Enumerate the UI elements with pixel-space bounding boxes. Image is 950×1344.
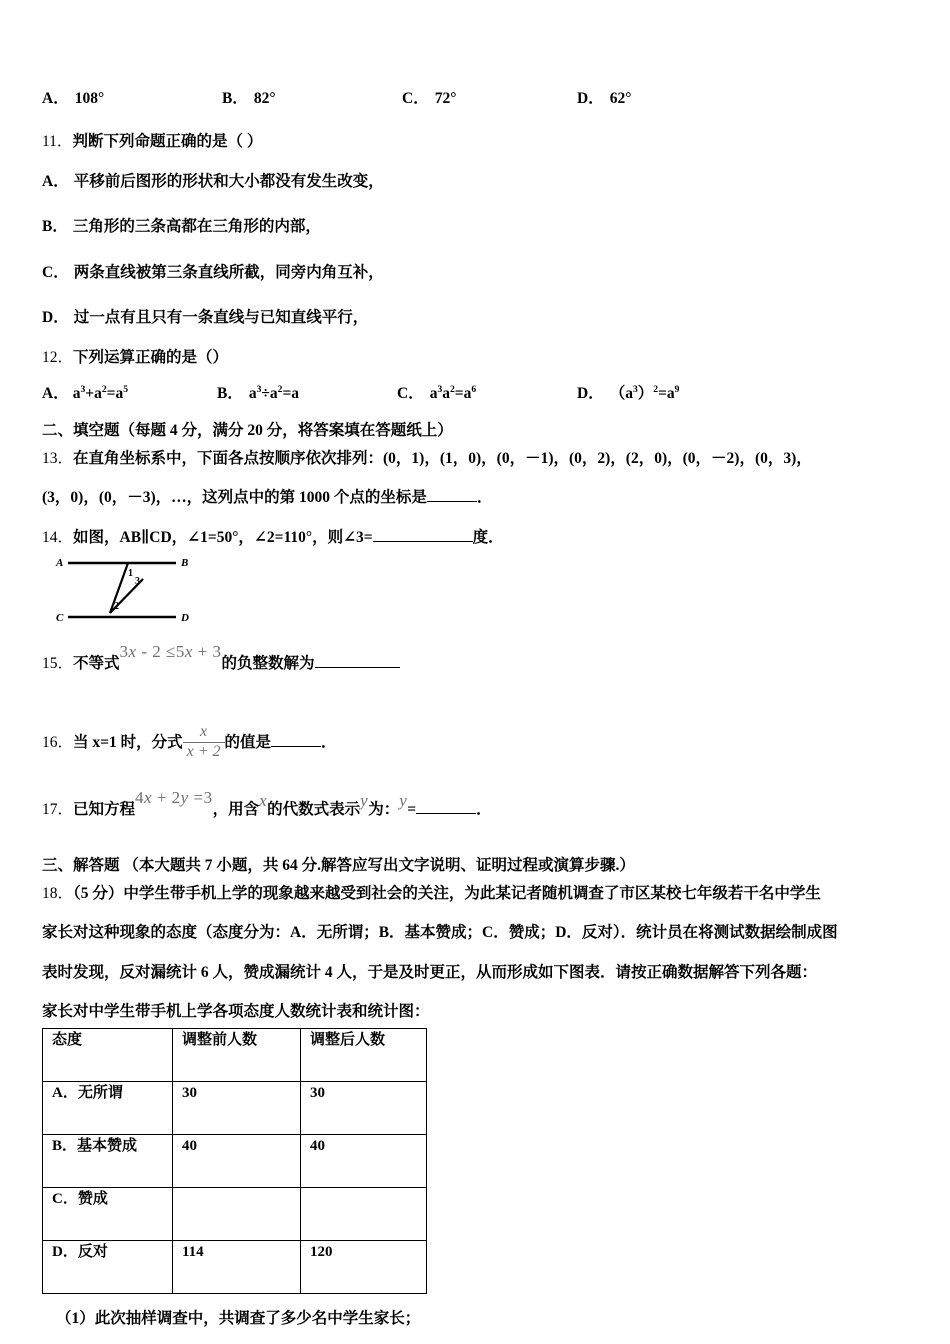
q17-row bbox=[42, 788, 910, 834]
q12-option-a-label: A． bbox=[42, 385, 69, 402]
q10-option-c[interactable] bbox=[402, 86, 456, 108]
table-cell-before-b: 40 bbox=[173, 1134, 301, 1187]
q10-option-b[interactable] bbox=[222, 86, 276, 108]
table-cell-before-d: 114 bbox=[173, 1240, 301, 1293]
q17-text-d: 为： bbox=[368, 801, 400, 818]
table-header-after: 调整后人数 bbox=[301, 1028, 427, 1081]
table-cell-before-a: 30 bbox=[173, 1081, 301, 1134]
q12-option-c-expr: $a^3a^2=a^6$ bbox=[429, 383, 477, 402]
q17-equals: = bbox=[407, 801, 417, 818]
q12-option-d-expr: $(a^3)^2=a^9$ bbox=[609, 383, 680, 402]
q11-option-b-text: 三角形的三条高都在三角形的内部， bbox=[72, 218, 321, 235]
q13-line2-period: ． bbox=[476, 489, 493, 506]
table-cell-attitude-b: B．基本赞成 bbox=[43, 1134, 173, 1187]
q12-option-b-label: B． bbox=[217, 385, 243, 402]
table-cell-attitude-a: A．无所谓 bbox=[43, 1081, 173, 1134]
table-cell-before-c[interactable] bbox=[173, 1187, 301, 1240]
q18-para-line1: 中学生带手机上学的现象越来越受到社会的关注，为此某记者随机调查了市区某校七年级若干名中学生 bbox=[123, 884, 821, 902]
q17-answer-blank[interactable] bbox=[416, 813, 476, 814]
table-row bbox=[43, 1134, 427, 1187]
q14-text: 如图，AB∥CD，∠1=50°，∠2=110°，则∠3= bbox=[73, 528, 373, 546]
q16-fraction-denominator: x + 2 bbox=[186, 742, 221, 760]
table-row bbox=[43, 1081, 427, 1134]
q11-stem: 判断下列命题正确的是（ ） bbox=[72, 133, 263, 150]
q14-answer-blank[interactable] bbox=[373, 541, 473, 542]
table-cell-after-a: 30 bbox=[301, 1081, 427, 1134]
q17-number: 17． bbox=[42, 801, 74, 818]
q12-option-c[interactable] bbox=[397, 381, 476, 403]
q13-number: 13． bbox=[42, 449, 74, 467]
q11-option-b-label: B． bbox=[42, 218, 68, 235]
q11-option-d-label: D． bbox=[42, 309, 69, 326]
q13-line1: 在直角坐标系中，下面各点按顺序依次排列：(0，1)，(1，0)，(0，－1)，(0，2)，(2，0)，(0，－2)，(0，3)， bbox=[73, 449, 812, 467]
q14-figure bbox=[48, 551, 910, 634]
q14-stem-row bbox=[42, 530, 910, 546]
figure-angle-2: 2 bbox=[114, 601, 119, 612]
table-cell-after-b: 40 bbox=[301, 1134, 427, 1187]
table-cell-attitude-c: C．赞成 bbox=[43, 1187, 173, 1240]
q17-text-f: ． bbox=[476, 801, 492, 818]
attitude-statistics-table bbox=[42, 1028, 427, 1294]
q18-para-line2: 家长对这种现象的态度（态度分为：A．无所谓；B．基本赞成；C．赞成；D．反对）．统计员在将测试数据绘制成图 bbox=[42, 924, 838, 941]
q10-option-b-label: B． bbox=[222, 90, 248, 107]
q18-line1-row bbox=[42, 886, 910, 902]
q11-option-a[interactable] bbox=[42, 174, 910, 190]
q10-option-b-value: 82° bbox=[253, 90, 276, 107]
q15-number: 15． bbox=[42, 655, 74, 672]
parallel-lines-diagram bbox=[48, 551, 228, 629]
figure-label-a: A bbox=[56, 557, 64, 569]
q16-fraction-numerator: x bbox=[183, 724, 225, 743]
q18-sub-question-1: （1）此次抽样调查中，共调查了多少名中学生家长； bbox=[56, 1309, 421, 1327]
q12-option-d[interactable] bbox=[577, 381, 679, 403]
section-2-heading: 二、填空题（每题 4 分，满分 20 分，将答案填在答题纸上） bbox=[42, 422, 453, 439]
q15-row bbox=[42, 642, 910, 688]
q10-option-c-value: 72° bbox=[434, 90, 457, 107]
q12-option-a[interactable] bbox=[42, 381, 128, 403]
q10-option-c-label: C． bbox=[402, 90, 429, 107]
table-row bbox=[43, 1240, 427, 1293]
q11-option-d-text: 过一点有且只有一条直线与已知直线平行， bbox=[73, 309, 369, 326]
q14-number: 14． bbox=[42, 528, 74, 546]
table-cell-attitude-d: D．反对 bbox=[43, 1240, 173, 1293]
q16-answer-blank[interactable] bbox=[271, 746, 321, 747]
table-header-attitude: 态度 bbox=[43, 1028, 173, 1081]
table-header-row bbox=[43, 1028, 427, 1081]
figure-angle-1: 1 bbox=[128, 568, 133, 579]
table-cell-after-d: 120 bbox=[301, 1240, 427, 1293]
q11-number: 11． bbox=[42, 133, 73, 150]
q12-option-a-expr: $a^3+a^2=a^5$ bbox=[72, 383, 129, 402]
q11-stem-row bbox=[42, 134, 910, 150]
q12-option-b-expr: $a^3\div a^2=a$ bbox=[248, 383, 300, 402]
q10-option-d-value: 62° bbox=[609, 90, 632, 107]
table-cell-after-c[interactable] bbox=[301, 1187, 427, 1240]
q11-option-b[interactable] bbox=[42, 219, 910, 235]
q11-option-a-label: A． bbox=[42, 172, 69, 190]
q12-stem-row bbox=[42, 350, 910, 366]
q17-var-y2: y bbox=[399, 791, 408, 810]
q10-option-d-label: D． bbox=[577, 90, 604, 107]
q11-option-c-text: 两条直线被第三条直线所截，同旁内角互补， bbox=[73, 263, 384, 281]
q13-line2-text: (3，0)，(0，－3)，…，这列点中的第 1000 个点的坐标是 bbox=[42, 489, 427, 506]
q12-number: 12． bbox=[42, 348, 74, 366]
q11-option-a-text: 平移前后图形的形状和大小都没有发生改变， bbox=[73, 172, 384, 190]
q18-number: 18． bbox=[42, 884, 74, 902]
q10-option-a[interactable] bbox=[42, 86, 104, 108]
q13-answer-blank[interactable] bbox=[427, 501, 477, 502]
q12-option-b[interactable] bbox=[217, 381, 299, 403]
q17-equation: 4x + 2y =3 bbox=[135, 788, 213, 807]
q18-para-line4: 家长对中学生带手机上学各项态度人数统计表和统计图： bbox=[42, 1003, 430, 1020]
q10-option-d[interactable] bbox=[577, 86, 631, 108]
q12-options-row bbox=[42, 381, 910, 411]
table-header-before: 调整前人数 bbox=[173, 1028, 301, 1081]
transversal-upper bbox=[110, 563, 128, 613]
q17-text-a: 已知方程 bbox=[73, 801, 136, 818]
q10-option-a-value: 108° bbox=[74, 90, 105, 107]
q16-number: 16． bbox=[42, 734, 74, 751]
q17-var-y: y bbox=[360, 791, 369, 810]
q15-text-a: 不等式 bbox=[73, 655, 120, 672]
q11-option-c-label: C． bbox=[42, 263, 69, 281]
q18-para-line3: 表时发现，反对漏统计 6 人，赞成漏统计 4 人，于是及时更正，从而形成如下图表．请按正确数据解答下列各题： bbox=[42, 963, 818, 981]
q17-text-b: ，用含 bbox=[212, 801, 260, 818]
q13-line1-row bbox=[42, 451, 910, 467]
q12-option-d-label: D． bbox=[577, 385, 604, 402]
figure-label-c: C bbox=[56, 612, 64, 624]
q15-text-b: 的负整数解为 bbox=[221, 655, 315, 672]
q11-option-d[interactable] bbox=[42, 310, 910, 326]
q12-option-c-label: C． bbox=[397, 385, 424, 402]
q15-answer-blank[interactable] bbox=[315, 667, 400, 668]
q10-options-row bbox=[42, 86, 910, 118]
figure-label-d: D bbox=[181, 612, 189, 624]
q12-stem: 下列运算正确的是（） bbox=[73, 348, 229, 366]
page-content bbox=[42, 86, 910, 1328]
table-row bbox=[43, 1187, 427, 1240]
q13-line2-row bbox=[42, 490, 910, 506]
q11-option-c[interactable] bbox=[42, 265, 910, 281]
q18-marks: （5 分） bbox=[73, 884, 124, 902]
q16-text-a: 当 x=1 时，分式 bbox=[73, 734, 183, 751]
q14-unit: 度． bbox=[472, 528, 504, 546]
figure-label-b: B bbox=[181, 557, 189, 569]
q16-fraction bbox=[183, 724, 225, 761]
figure-angle-3: 3 bbox=[135, 576, 140, 587]
q16-row bbox=[42, 724, 910, 764]
q15-equation: 3x - 2 ≤5x + 3 bbox=[119, 642, 222, 661]
q10-option-a-label: A． bbox=[42, 90, 69, 107]
q16-text-b: 的值是 bbox=[224, 734, 272, 751]
q16-text-c: ． bbox=[321, 734, 337, 751]
q17-var-x: x bbox=[259, 791, 268, 810]
section-3-heading: 三、解答题 （本大题共 7 小题，共 64 分.解答应写出文字说明、证明过程或演算步骤.） bbox=[42, 857, 635, 874]
q17-text-c: 的代数式表示 bbox=[267, 801, 361, 818]
